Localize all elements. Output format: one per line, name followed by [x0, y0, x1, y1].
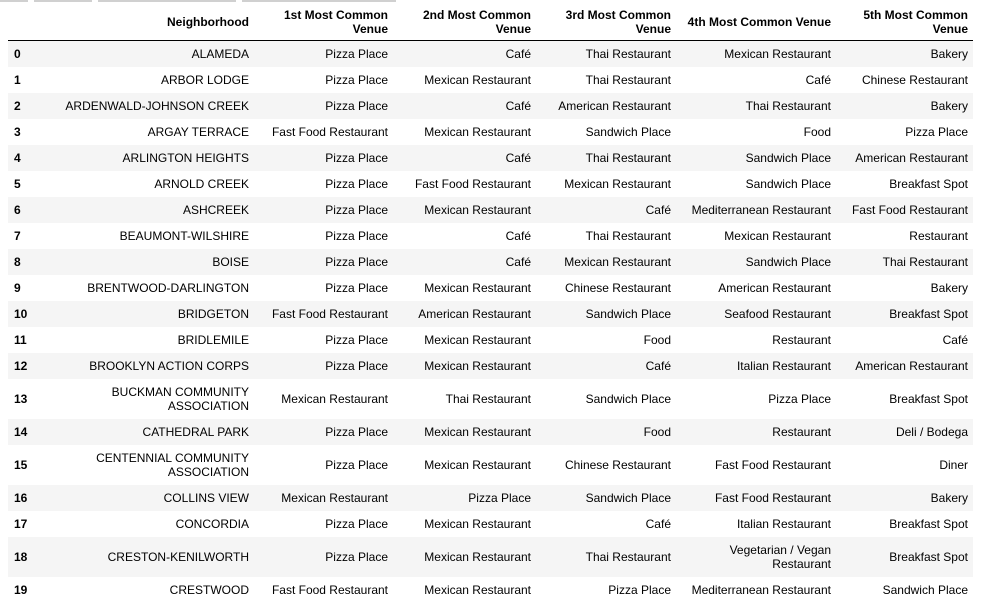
- table-row: [8, 119, 973, 145]
- venue-3-cell: Thai Restaurant: [585, 228, 671, 243]
- venue-1-cell: Pizza Place: [325, 202, 388, 217]
- venue-5-cell: Breakfast Spot: [889, 516, 968, 531]
- venue-2-cell: Mexican Restaurant: [424, 549, 531, 564]
- venue-2-cell: American Restaurant: [418, 306, 531, 321]
- venue-1-cell: Mexican Restaurant: [281, 391, 388, 406]
- venue-1-cell: Pizza Place: [325, 176, 388, 191]
- table-body: [8, 41, 973, 603]
- venue-4-cell: Pizza Place: [768, 391, 831, 406]
- row-index: 0: [14, 46, 21, 61]
- venue-4-cell: Café: [805, 72, 831, 87]
- venue-3-cell: Sandwich Place: [585, 490, 671, 505]
- venue-2-cell: Café: [505, 254, 531, 269]
- row-index: 12: [14, 358, 28, 373]
- venue-5-cell: Bakery: [930, 490, 968, 505]
- venue-5-cell: Deli / Bodega: [895, 424, 968, 439]
- venue-2-cell: Mexican Restaurant: [424, 516, 531, 531]
- venue-1-cell: Fast Food Restaurant: [271, 306, 388, 321]
- venue-4-cell: Mexican Restaurant: [724, 228, 831, 243]
- venue-5-cell: Breakfast Spot: [889, 549, 968, 564]
- header-segment: [98, 0, 236, 2]
- venue-1-cell: Pizza Place: [325, 424, 388, 439]
- venue-1-cell: Fast Food Restaurant: [271, 582, 388, 597]
- row-index: 9: [14, 280, 21, 295]
- row-index: 4: [14, 150, 21, 165]
- neighborhood-cell: CONCORDIA: [175, 516, 249, 531]
- table-row: [8, 41, 973, 67]
- neighborhood-cell: ARGAY TERRACE: [147, 124, 249, 139]
- venue-3-cell: Thai Restaurant: [585, 150, 671, 165]
- venue-3-cell: Food: [643, 332, 671, 347]
- venue-5-column-header: 5th Most Common Venue: [836, 4, 973, 41]
- venue-3-cell: Chinese Restaurant: [564, 457, 671, 472]
- venue-2-cell: Mexican Restaurant: [424, 280, 531, 295]
- neighborhood-cell: ALAMEDA: [191, 46, 249, 61]
- venue-3-cell: Pizza Place: [608, 582, 671, 597]
- venue-4-cell: Mexican Restaurant: [724, 46, 831, 61]
- row-index: 5: [14, 176, 21, 191]
- venue-1-cell: Pizza Place: [325, 150, 388, 165]
- venue-2-cell: Mexican Restaurant: [424, 457, 531, 472]
- table-row: [8, 379, 973, 419]
- table-row: [8, 67, 973, 93]
- venue-5-cell: Bakery: [930, 98, 968, 113]
- neighborhood-cell: ASHCREEK: [182, 202, 249, 217]
- venue-1-cell: Pizza Place: [325, 46, 388, 61]
- venue-4-cell: Seafood Restaurant: [724, 306, 831, 321]
- venue-3-cell: Sandwich Place: [585, 306, 671, 321]
- venue-5-cell: American Restaurant: [855, 358, 968, 373]
- row-index: 19: [14, 582, 28, 597]
- venue-2-cell: Mexican Restaurant: [424, 358, 531, 373]
- row-index: 18: [14, 549, 28, 564]
- venue-5-cell: Breakfast Spot: [889, 176, 968, 191]
- neighborhood-cell: ARNOLD CREEK: [154, 176, 249, 191]
- venue-4-cell: Italian Restaurant: [736, 358, 831, 373]
- venue-2-cell: Mexican Restaurant: [424, 124, 531, 139]
- row-index: 2: [14, 98, 21, 113]
- table-row: [8, 445, 973, 485]
- header-row: [8, 4, 973, 41]
- row-index: 15: [14, 457, 28, 472]
- table-row: [8, 197, 973, 223]
- venue-3-cell: Café: [645, 358, 671, 373]
- row-index: 3: [14, 124, 21, 139]
- venue-4-cell: Restaurant: [772, 332, 831, 347]
- venue-2-column-header: 2nd Most Common Venue: [393, 4, 536, 41]
- venue-1-column-header: 1st Most Common Venue: [254, 4, 393, 41]
- venue-2-cell: Mexican Restaurant: [424, 202, 531, 217]
- venue-2-cell: Café: [505, 46, 531, 61]
- table-row: [8, 419, 973, 445]
- row-index: 10: [14, 306, 28, 321]
- venue-5-cell: Breakfast Spot: [889, 306, 968, 321]
- table-row: [8, 537, 973, 577]
- venue-5-cell: Bakery: [930, 46, 968, 61]
- venue-4-cell: American Restaurant: [718, 280, 831, 295]
- venue-2-cell: Mexican Restaurant: [424, 72, 531, 87]
- neighborhood-cell: ARDENWALD-JOHNSON CREEK: [65, 98, 249, 113]
- venue-5-cell: Café: [942, 332, 968, 347]
- table-header: [8, 4, 973, 41]
- venue-3-cell: Mexican Restaurant: [564, 176, 671, 191]
- venue-2-cell: Café: [505, 228, 531, 243]
- venue-3-cell: Mexican Restaurant: [564, 254, 671, 269]
- neighborhood-column-header: Neighborhood: [54, 4, 254, 41]
- venue-1-cell: Pizza Place: [325, 332, 388, 347]
- table-row: [8, 145, 973, 171]
- neighborhood-cell: ARLINGTON HEIGHTS: [122, 150, 249, 165]
- table-row: [8, 301, 973, 327]
- venue-4-cell: Mediterranean Restaurant: [691, 202, 831, 217]
- neighborhood-cell: BOISE: [212, 254, 249, 269]
- row-index: 16: [14, 490, 28, 505]
- venue-3-cell: Sandwich Place: [585, 391, 671, 406]
- row-index: 11: [14, 332, 27, 347]
- neighborhood-cell: COLLINS VIEW: [163, 490, 249, 505]
- venue-3-cell: Café: [645, 516, 671, 531]
- table-row: [8, 327, 973, 353]
- venue-2-cell: Pizza Place: [468, 490, 531, 505]
- table-row: [8, 171, 973, 197]
- table-row: [8, 577, 973, 603]
- row-index: 6: [14, 202, 21, 217]
- venue-5-cell: Chinese Restaurant: [861, 72, 968, 87]
- venue-3-cell: Food: [643, 424, 671, 439]
- neighborhood-cell: ARBOR LODGE: [160, 72, 249, 87]
- row-index: 8: [14, 254, 21, 269]
- row-index: 14: [14, 424, 28, 439]
- venue-3-cell: Thai Restaurant: [585, 46, 671, 61]
- venue-1-cell: Pizza Place: [325, 516, 388, 531]
- neighborhood-cell: CENTENNIAL COMMUNITY ASSOCIATION: [96, 450, 249, 479]
- neighborhood-cell: BEAUMONT-WILSHIRE: [119, 228, 249, 243]
- venue-5-cell: Thai Restaurant: [882, 254, 968, 269]
- venue-5-cell: Diner: [939, 457, 968, 472]
- venue-1-cell: Fast Food Restaurant: [271, 124, 388, 139]
- venue-1-cell: Pizza Place: [325, 228, 388, 243]
- venue-3-cell: Sandwich Place: [585, 124, 671, 139]
- venue-5-cell: Restaurant: [909, 228, 968, 243]
- index-column-header: [8, 4, 54, 41]
- table-row: [8, 223, 973, 249]
- venue-4-cell: Fast Food Restaurant: [714, 490, 831, 505]
- venue-3-cell: Chinese Restaurant: [564, 280, 671, 295]
- venue-1-cell: Pizza Place: [325, 457, 388, 472]
- header-segment: [34, 0, 92, 2]
- venue-5-cell: Breakfast Spot: [889, 391, 968, 406]
- table-row: [8, 275, 973, 301]
- venue-2-cell: Mexican Restaurant: [424, 332, 531, 347]
- neighborhood-cell: BRENTWOOD-DARLINGTON: [87, 280, 249, 295]
- venue-2-cell: Mexican Restaurant: [424, 424, 531, 439]
- venue-2-cell: Thai Restaurant: [445, 391, 531, 406]
- venue-3-column-header: 3rd Most Common Venue: [536, 4, 676, 41]
- row-index: 17: [14, 516, 28, 531]
- venue-5-cell: Sandwich Place: [882, 582, 968, 597]
- venue-1-cell: Pizza Place: [325, 549, 388, 564]
- venue-1-cell: Pizza Place: [325, 72, 388, 87]
- neighborhood-cell: CATHEDRAL PARK: [142, 424, 249, 439]
- row-index: 7: [14, 228, 21, 243]
- venue-1-cell: Mexican Restaurant: [281, 490, 388, 505]
- venue-4-cell: Thai Restaurant: [745, 98, 831, 113]
- row-index: 13: [14, 391, 28, 406]
- venue-2-cell: Café: [505, 98, 531, 113]
- neighborhood-cell: BRIDGETON: [177, 306, 249, 321]
- venue-4-cell: Fast Food Restaurant: [714, 457, 831, 472]
- venue-5-cell: Pizza Place: [905, 124, 968, 139]
- venue-1-cell: Pizza Place: [325, 254, 388, 269]
- header-segment: [242, 0, 396, 2]
- row-index: 1: [14, 72, 21, 87]
- venue-3-cell: American Restaurant: [558, 98, 671, 113]
- header-segment: [0, 0, 28, 2]
- venue-2-cell: Mexican Restaurant: [424, 582, 531, 597]
- venue-3-cell: Thai Restaurant: [585, 549, 671, 564]
- venue-4-cell: Vegetarian / Vegan Restaurant: [729, 542, 831, 571]
- venue-1-cell: Pizza Place: [325, 358, 388, 373]
- venue-3-cell: Café: [645, 202, 671, 217]
- neighborhood-cell: BRIDLEMILE: [177, 332, 249, 347]
- venue-4-cell: Sandwich Place: [745, 254, 831, 269]
- venue-4-cell: Restaurant: [772, 424, 831, 439]
- table-row: [8, 249, 973, 275]
- venue-5-cell: Fast Food Restaurant: [851, 202, 968, 217]
- venue-2-cell: Café: [505, 150, 531, 165]
- venue-3-cell: Thai Restaurant: [585, 72, 671, 87]
- venue-4-cell: Sandwich Place: [745, 176, 831, 191]
- venue-1-cell: Pizza Place: [325, 280, 388, 295]
- neighborhood-cell: BUCKMAN COMMUNITY ASSOCIATION: [111, 384, 249, 413]
- table-row: [8, 485, 973, 511]
- table-row: [8, 93, 973, 119]
- venue-5-cell: American Restaurant: [855, 150, 968, 165]
- venue-4-cell: Sandwich Place: [745, 150, 831, 165]
- neighborhood-cell: CRESTWOOD: [169, 582, 249, 597]
- venue-4-cell: Food: [803, 124, 831, 139]
- venue-1-cell: Pizza Place: [325, 98, 388, 113]
- table-row: [8, 353, 973, 379]
- neighborhood-cell: CRESTON-KENILWORTH: [107, 549, 249, 564]
- table-row: [8, 511, 973, 537]
- dataframe-table: [8, 4, 973, 603]
- venue-5-cell: Bakery: [930, 280, 968, 295]
- venue-2-cell: Fast Food Restaurant: [414, 176, 531, 191]
- venue-4-cell: Italian Restaurant: [736, 516, 831, 531]
- venue-4-column-header: 4th Most Common Venue: [676, 4, 836, 41]
- venue-4-cell: Mediterranean Restaurant: [691, 582, 831, 597]
- neighborhood-cell: BROOKLYN ACTION CORPS: [89, 358, 249, 373]
